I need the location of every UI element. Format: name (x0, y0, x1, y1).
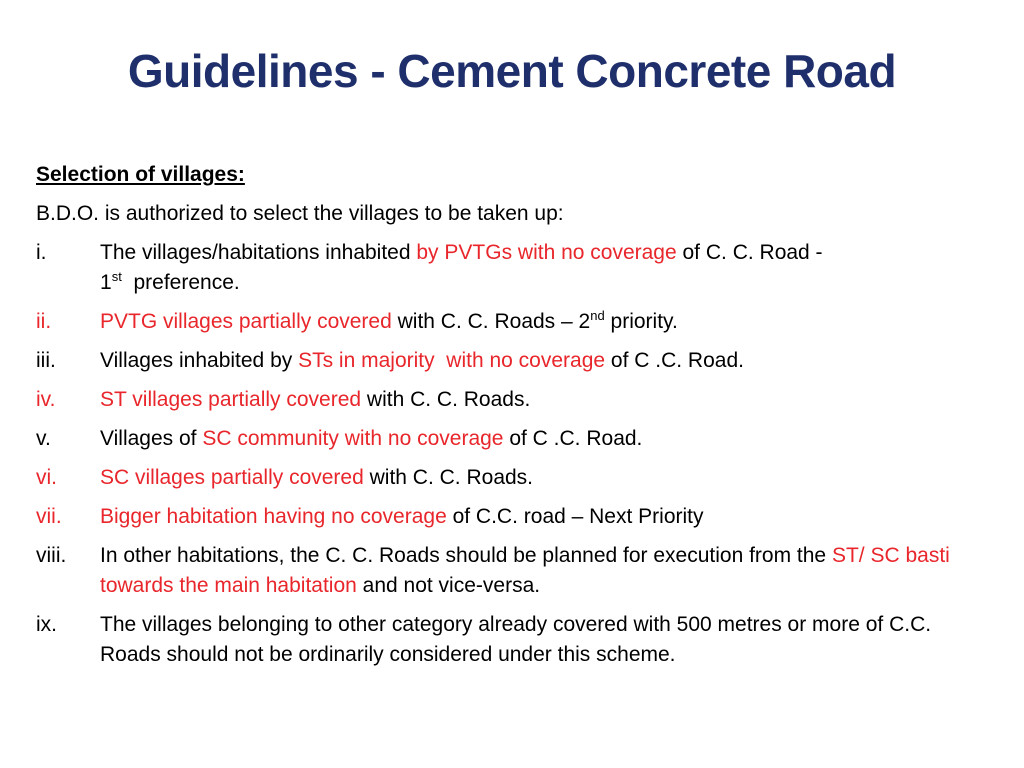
item-text-part: 1 (100, 271, 112, 294)
item-highlight: ST/ SC basti towards the main habitation (100, 544, 950, 597)
item-text-part: In other habitations, the C. C. Roads should be planned for execution from the (100, 544, 832, 567)
item-text-part: Villages inhabited by (100, 349, 299, 372)
item-number: vi. (36, 466, 57, 489)
item-text (100, 346, 996, 376)
item-text (100, 463, 996, 493)
item-text: The villages belonging to other category already covered with 500 metres or more of C.C. Roads should not be ordinarily considered under this scheme. (100, 613, 932, 666)
item-highlight: STs in majority with no coverage (298, 349, 606, 372)
item-text-part: with C. C. Roads – 2 (391, 310, 591, 333)
ordinal-suffix: nd (590, 308, 605, 323)
item-text (100, 238, 996, 298)
list-item (36, 610, 996, 670)
item-text (100, 385, 996, 415)
item-number: v. (36, 427, 51, 450)
item-highlight: PVTG villages partially covered (100, 310, 392, 333)
item-number: vii. (36, 505, 62, 528)
item-text-part: with C. C. Roads. (363, 466, 534, 489)
list-item (36, 346, 996, 376)
ordinal-suffix: st (111, 269, 122, 284)
item-text (100, 307, 996, 337)
item-highlight: SC villages partially covered (100, 466, 364, 489)
item-number: ii. (36, 310, 52, 333)
item-text-part: of C.C. road – Next Priority (446, 505, 704, 528)
item-text-part: The villages/habitations inhabited (100, 241, 417, 264)
list-item (36, 385, 996, 415)
item-text-part: preference. (121, 271, 240, 294)
slide-body (36, 160, 996, 679)
page-title: Guidelines - Cement Concrete Road (127, 45, 897, 97)
item-number: i. (36, 241, 47, 264)
list-item (36, 307, 996, 337)
item-highlight: ST villages partially covered (100, 388, 362, 411)
item-text (100, 502, 996, 532)
item-text-part: with C. C. Roads. (361, 388, 531, 411)
list-item (36, 502, 996, 532)
item-text (100, 424, 996, 454)
item-text (100, 541, 996, 601)
item-highlight: by PVTGs with no coverage (416, 241, 677, 264)
item-number: ix. (36, 613, 57, 636)
item-highlight: Bigger habitation having no coverage (100, 505, 447, 528)
item-highlight: SC community with no coverage (202, 427, 504, 450)
item-number: iv. (36, 388, 56, 411)
list-item (36, 541, 996, 601)
item-text-part: Villages of (100, 427, 203, 450)
item-text-part: of C. C. Road - (676, 241, 823, 264)
list-item (36, 424, 996, 454)
item-text-part: priority. (604, 310, 678, 333)
item-text-part: of C .C. Road. (503, 427, 643, 450)
list-item (36, 238, 996, 298)
item-number: iii. (36, 349, 56, 372)
item-text-part: of C .C. Road. (605, 349, 744, 372)
list-item (36, 463, 996, 493)
item-text-part: and not vice-versa. (356, 574, 541, 597)
section-heading: Selection of villages: (36, 163, 245, 186)
item-number: viii. (36, 544, 67, 567)
intro-text: B.D.O. is authorized to select the villages to be taken up: (36, 202, 564, 225)
